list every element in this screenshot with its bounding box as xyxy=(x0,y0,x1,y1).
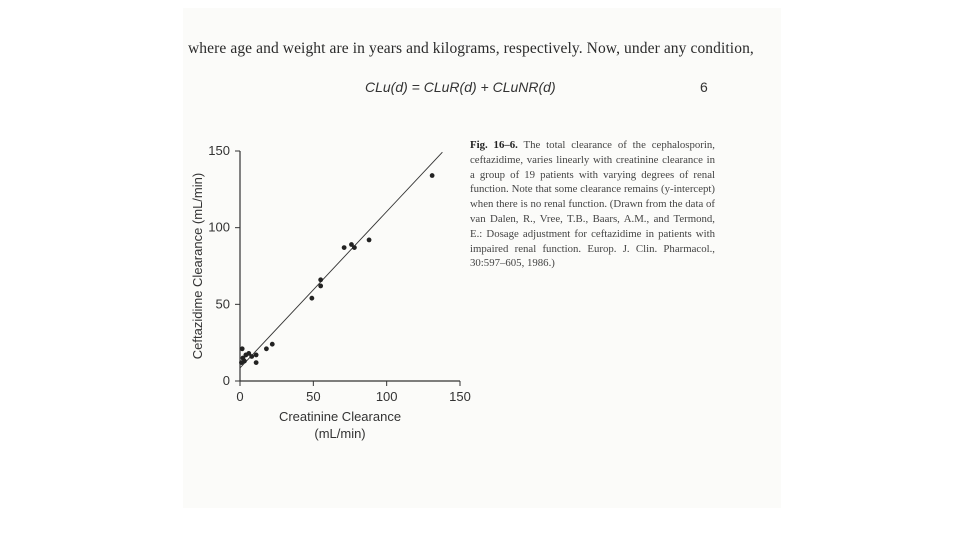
caption-label: Fig. 16–6. xyxy=(470,139,518,151)
x-tick-label: 100 xyxy=(375,389,398,404)
caption-body: The total clearance of the cephalosporin, ceftazidime, varies linearly with creatinine clearance in a group of 19 patients with varying degrees of renal function. Note that some clearance remains (y-intercept) when there is no renal function. (Drawn from the data of van Dalen, R., Vree, T.B., Baars, A.M., and Termond, E.: Dosage adjustment for ceftazidime in patients with impaired renal function. Europ. J. Clin. Pharmacol., 30:597–605, 1986.) xyxy=(470,139,716,270)
data-point xyxy=(367,238,372,243)
data-point xyxy=(242,359,247,364)
x-tick-label: 50 xyxy=(306,389,321,404)
data-point xyxy=(430,173,435,178)
y-tick-label: 100 xyxy=(208,219,230,235)
intro-text: where age and weight are in years and kilograms, respectively. Now, under any condition, xyxy=(188,40,754,57)
data-point xyxy=(254,353,259,358)
data-point xyxy=(240,346,245,351)
equation-number: 6 xyxy=(700,79,708,95)
x-tick-label: 0 xyxy=(236,389,244,404)
regression-line xyxy=(240,152,442,368)
clearance-equation: CLu(d) = CLuR(d) + CLuNR(d) xyxy=(365,79,556,95)
y-tick-label: 150 xyxy=(208,143,230,158)
x-axis-title-line: (mL/min) xyxy=(314,426,366,441)
data-point xyxy=(264,346,269,351)
y-tick-label: 0 xyxy=(222,373,230,388)
data-point xyxy=(352,245,357,250)
x-tick-label: 150 xyxy=(449,389,471,404)
y-tick-label: 50 xyxy=(215,296,230,312)
data-point xyxy=(254,360,259,365)
data-point xyxy=(249,354,254,359)
plot-area xyxy=(190,143,471,441)
data-point xyxy=(270,342,275,347)
data-point xyxy=(342,245,347,250)
data-point xyxy=(318,277,323,282)
data-point xyxy=(309,296,314,301)
x-axis-title-line: Creatinine Clearance xyxy=(278,409,402,424)
y-axis-title: Ceftazidime Clearance (mL/min) xyxy=(190,172,205,360)
data-point xyxy=(318,284,323,289)
